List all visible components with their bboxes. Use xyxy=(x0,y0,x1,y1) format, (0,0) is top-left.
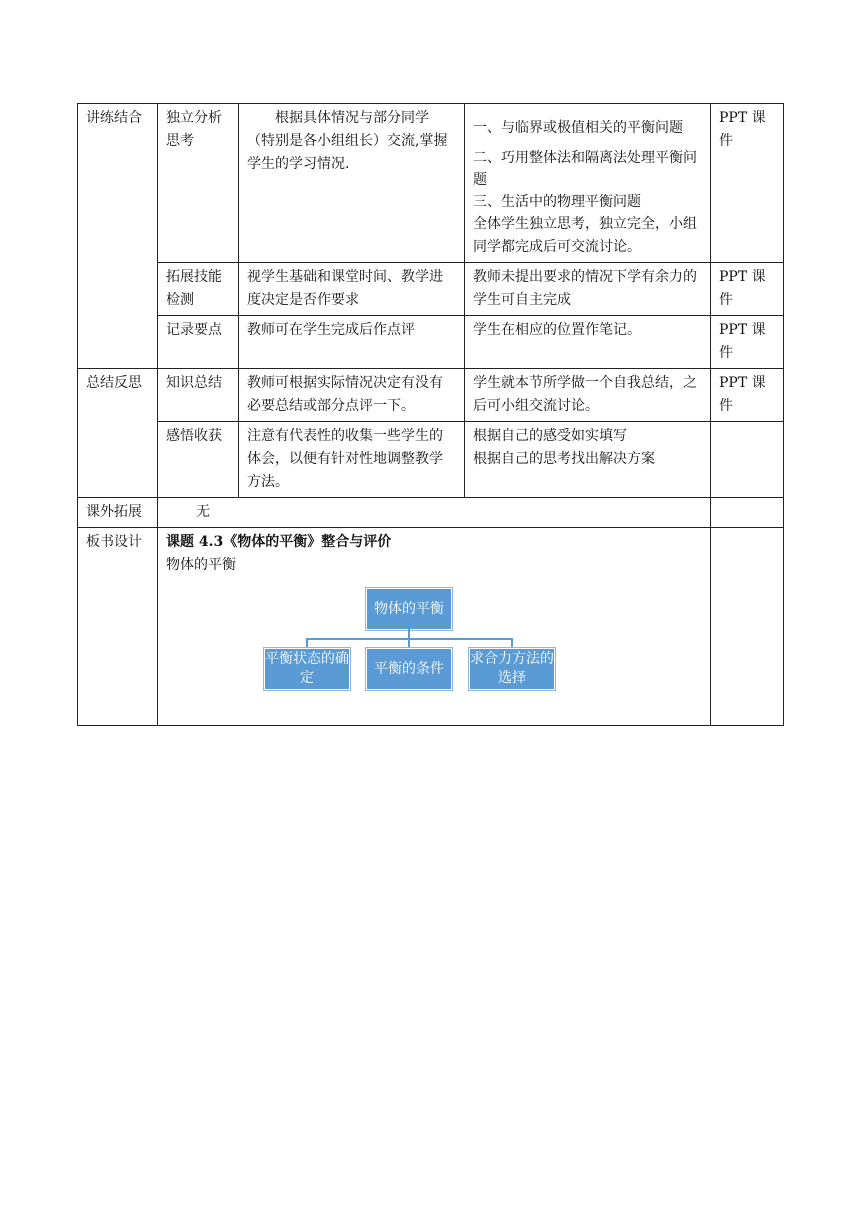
step-cell: 知识总结 xyxy=(158,369,239,422)
table-row xyxy=(78,422,784,498)
section-heading: 二、巧用整体法和隔离法处理平衡问题 xyxy=(473,150,697,188)
section-heading: 三、生活中的物理平衡问题 xyxy=(473,194,641,210)
student-line: 根据自己的思考找出解决方案 xyxy=(473,451,655,467)
student-activity-cell xyxy=(465,422,711,498)
media-cell xyxy=(711,422,784,498)
media-cell: PPT 课件 xyxy=(711,369,784,422)
student-activity-cell xyxy=(465,104,711,263)
student-line: 根据自己的感受如实填写 xyxy=(473,428,627,444)
step-cell: 拓展技能检测 xyxy=(158,263,239,316)
table-row xyxy=(78,104,784,263)
teacher-activity-cell: 教师可根据实际情况决定有没有必要总结或部分点评一下。 xyxy=(239,369,465,422)
category-cell-board: 板书设计 xyxy=(78,528,158,726)
media-cell: PPT 课件 xyxy=(711,104,784,263)
student-activity-cell: 学生在相应的位置作笔记。 xyxy=(465,316,711,369)
board-subtitle: 物体的平衡 xyxy=(166,557,236,573)
step-cell: 记录要点 xyxy=(158,316,239,369)
table-row xyxy=(78,498,784,528)
media-cell: PPT 课件 xyxy=(711,316,784,369)
board-design-cell xyxy=(158,528,711,726)
category-cell-practice: 讲练结合 xyxy=(78,104,158,369)
section-heading: 一、与临界或极值相关的平衡问题 xyxy=(473,120,683,136)
board-title: 课题 4.3《物体的平衡》整合与评价 xyxy=(166,534,392,550)
outside-content-cell xyxy=(158,498,711,528)
teacher-activity-cell: 根据具体情况与部分同学（特别是各小组组长）交流,掌握学生的学习情况. xyxy=(239,104,465,263)
lesson-plan-page xyxy=(77,103,784,726)
table-row xyxy=(78,263,784,316)
table-row xyxy=(78,369,784,422)
connector-line xyxy=(306,638,308,648)
category-cell-summary: 总结反思 xyxy=(78,369,158,498)
step-cell: 感悟收获 xyxy=(158,422,239,498)
table-row xyxy=(78,316,784,369)
student-activity-cell: 学生就本节所学做一个自我总结，之后可小组交流讨论。 xyxy=(465,369,711,422)
diagram-child-box: 平衡状态的确定 xyxy=(264,648,350,690)
table-row xyxy=(78,528,784,726)
student-note: 全体学生独立思考，独立完全，小组同学都完成后可交流讨论。 xyxy=(473,216,697,255)
diagram-child-box: 平衡的条件 xyxy=(366,648,452,690)
media-cell xyxy=(711,528,784,726)
step-cell: 独立分析思考 xyxy=(158,104,239,263)
teacher-activity-cell: 注意有代表性的收集一些学生的体会，以便有针对性地调整教学方法。 xyxy=(239,422,465,498)
teacher-activity-cell: 教师可在学生完成后作点评 xyxy=(239,316,465,369)
board-diagram xyxy=(166,581,702,703)
teacher-activity-cell: 视学生基础和课堂时间、教学进度决定是否作要求 xyxy=(239,263,465,316)
lesson-plan-table xyxy=(77,103,784,726)
category-cell-outside: 课外拓展 xyxy=(78,498,158,528)
media-cell: PPT 课件 xyxy=(711,263,784,316)
connector-line xyxy=(408,638,410,648)
diagram-child-box: 求合力方法的选择 xyxy=(469,648,555,690)
outside-content: 无 xyxy=(196,504,210,520)
media-cell xyxy=(711,498,784,528)
connector-line xyxy=(511,638,513,648)
diagram-root-box: 物体的平衡 xyxy=(366,588,452,630)
student-activity-cell: 教师未提出要求的情况下学有余力的学生可自主完成 xyxy=(465,263,711,316)
